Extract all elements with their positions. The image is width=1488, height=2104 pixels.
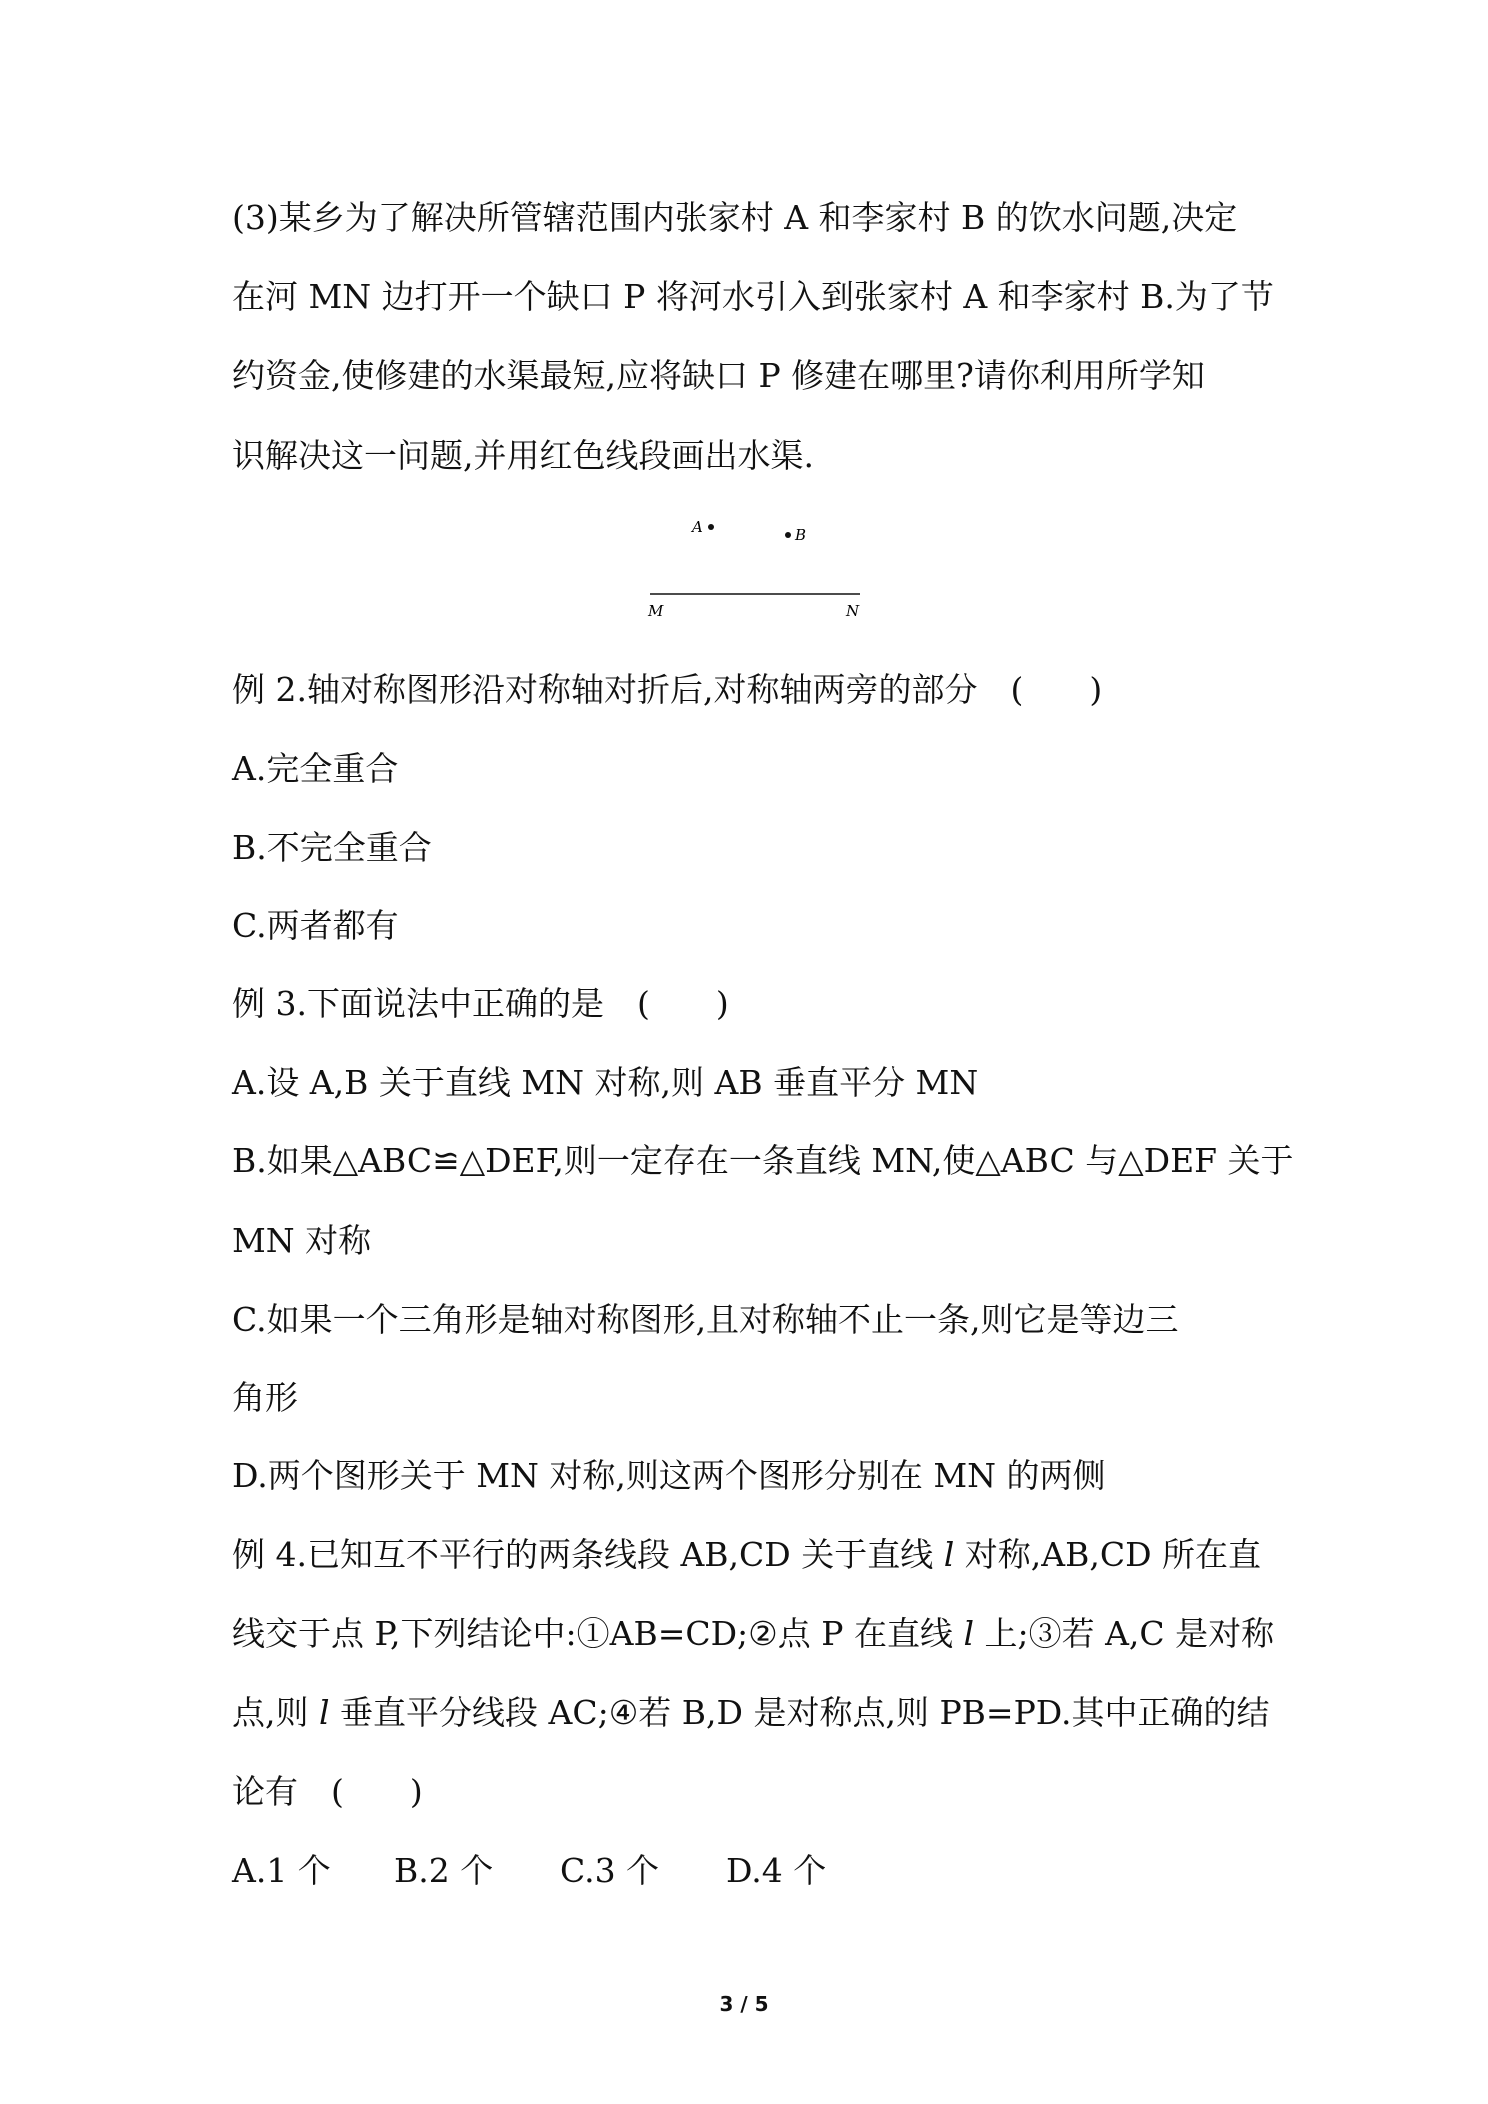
example3-option-b-line1: B.如果△ABC≌△DEF,则一定存在一条直线 MN,使△ABC 与△DEF 关于: [232, 1141, 1294, 1180]
example4-line-2-pre: 线交于点 P,下列结论中:①AB=CD;②点 P 在直线: [232, 1614, 964, 1653]
example2-option-c: C.两者都有: [232, 906, 399, 945]
example4-line-2: [232, 1614, 1274, 1654]
example3-option-a: A.设 A,B 关于直线 MN 对称,则 AB 垂直平分 MN: [232, 1063, 979, 1102]
point-b: [785, 532, 791, 538]
label-m: M: [648, 602, 664, 620]
problem3-line-1: (3)某乡为了解决所管辖范围内张家村 A 和李家村 B 的饮水问题,决定: [232, 198, 1238, 237]
example4-line-3-post: 垂直平分线段 AC;④若 B,D 是对称点,则 PB=PD.其中正确的结: [329, 1693, 1270, 1732]
example4-line-3-pre: 点,则: [232, 1693, 319, 1732]
example4-line-1-pre: 例 4.已知互不平行的两条线段 AB,CD 关于直线: [232, 1535, 944, 1574]
example4-line-1-post: 对称,AB,CD 所在直: [954, 1535, 1262, 1574]
example4-option-d: D.4 个: [726, 1851, 827, 1890]
example4-line-2-post: 上;③若 A,C 是对称: [974, 1614, 1275, 1653]
example2-option-b: B.不完全重合: [232, 828, 432, 867]
example4-line-4: 论有 ( ): [232, 1772, 423, 1811]
example3-stem: 例 3.下面说法中正确的是 ( ): [232, 984, 729, 1023]
example3-option-c-line1: C.如果一个三角形是轴对称图形,且对称轴不止一条,则它是等边三: [232, 1300, 1179, 1339]
problem3-line-2: 在河 MN 边打开一个缺口 P 将河水引入到张家村 A 和李家村 B.为了节: [232, 277, 1274, 316]
problem3-line-4: 识解决这一问题,并用红色线段画出水渠.: [232, 436, 814, 475]
label-b: B: [795, 526, 807, 544]
example3-option-d: D.两个图形关于 MN 对称,则这两个图形分别在 MN 的两侧: [232, 1456, 1106, 1495]
example4-option-c: C.3 个: [560, 1851, 660, 1890]
label-n: N: [846, 602, 860, 620]
example3-option-b-line2: MN 对称: [232, 1221, 372, 1260]
example2-option-a: A.完全重合: [232, 749, 399, 788]
variable-l: l: [963, 1614, 974, 1653]
example4-options: [232, 1851, 1232, 1891]
problem3-line-3: 约资金,使修建的水渠最短,应将缺口 P 修建在哪里?请你利用所学知: [232, 356, 1205, 395]
variable-l: l: [318, 1693, 330, 1732]
example4-line-1: [232, 1535, 1261, 1575]
example3-option-c-line2: 角形: [232, 1378, 298, 1417]
example2-stem: 例 2.轴对称图形沿对称轴对折后,对称轴两旁的部分 ( ): [232, 670, 1103, 709]
example4-option-a: A.1 个: [232, 1851, 331, 1890]
example4-line-3: [232, 1693, 1270, 1733]
label-a: A: [692, 518, 703, 536]
example4-option-b: B.2 个: [394, 1851, 494, 1890]
variable-l: l: [943, 1535, 955, 1574]
page-number: 3 / 5: [719, 1992, 769, 2016]
river-figure: [640, 515, 880, 625]
point-a: [708, 524, 714, 530]
